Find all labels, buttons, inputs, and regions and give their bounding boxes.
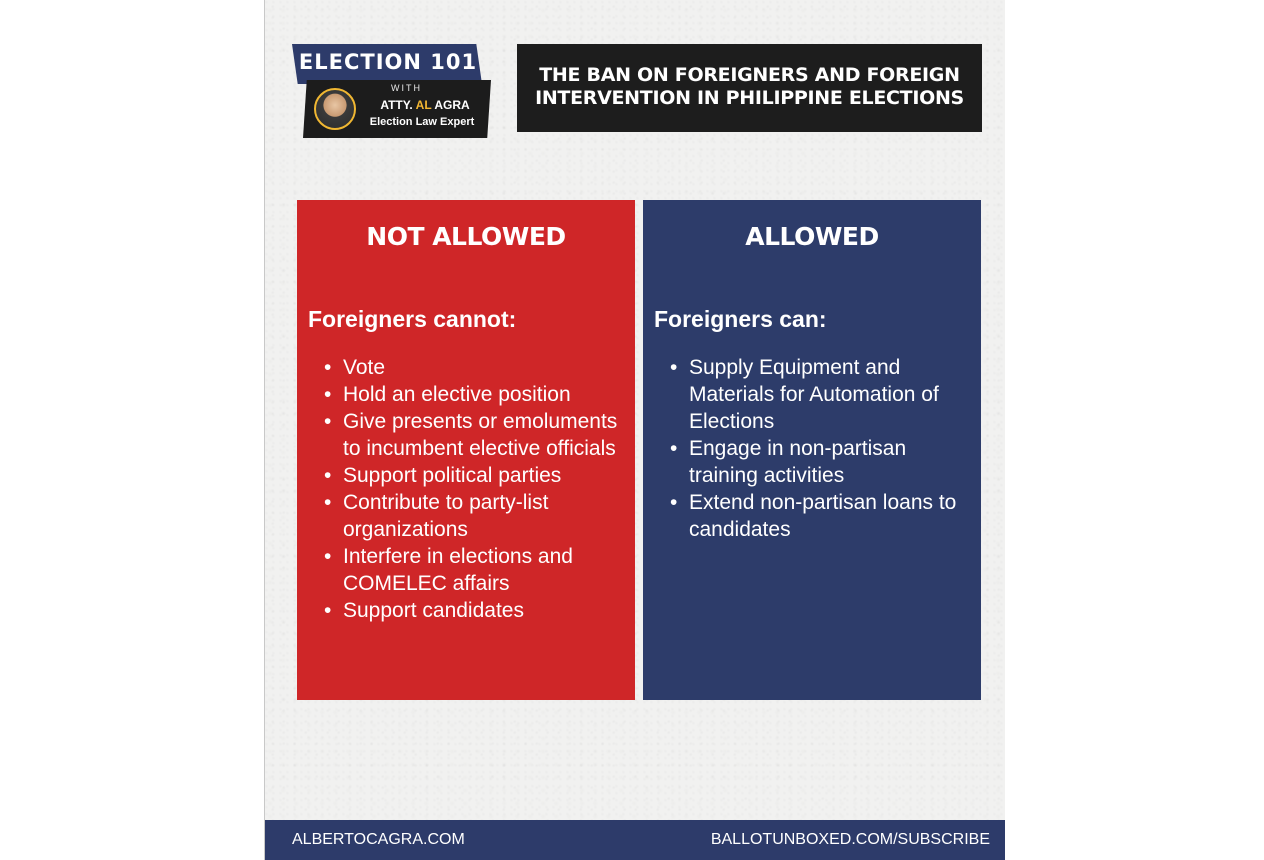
allowed-subtitle: Foreigners can:: [654, 306, 827, 332]
not-allowed-subtitle: Foreigners cannot:: [308, 306, 517, 332]
allowed-list: [669, 354, 979, 543]
badge-title: ELECTION 101: [298, 50, 478, 74]
host-name-suffix: AGRA: [434, 98, 470, 112]
host-name-prefix: ATTY.: [380, 98, 413, 112]
list-item: • Give presents or emoluments to incumbent elective officials: [343, 408, 633, 462]
list-item: • Support political parties: [343, 462, 633, 489]
footer-bar: [265, 820, 1005, 860]
footer-subscribe-link[interactable]: BALLOTUNBOXED.COM/SUBSCRIBE: [710, 831, 990, 848]
list-item: • Extend non-partisan loans to candidates: [689, 489, 979, 543]
badge-with-label: WITH: [391, 83, 422, 93]
list-item: • Hold an elective position: [343, 381, 633, 408]
host-role: Election Law Expert: [369, 116, 475, 128]
host-avatar: [314, 88, 356, 130]
allowed-panel: [643, 200, 981, 700]
poster: [264, 0, 1005, 860]
page-title: [517, 64, 982, 110]
list-item: • Interfere in elections and COMELEC affairs: [343, 543, 633, 597]
list-item: • Vote: [343, 354, 633, 381]
list-item: • Support candidates: [343, 597, 633, 624]
page-title-line1: THE BAN ON FOREIGNERS AND FOREIGN: [539, 64, 960, 86]
host-name-highlight: AL: [415, 98, 432, 112]
not-allowed-list: [323, 354, 633, 624]
list-item: • Supply Equipment and Materials for Automation of Elections: [689, 354, 979, 435]
heading-box: [517, 44, 982, 132]
not-allowed-title: NOT ALLOWED: [366, 222, 566, 251]
not-allowed-panel: [297, 200, 635, 700]
allowed-title: ALLOWED: [745, 222, 879, 251]
list-item: • Contribute to party-list organizations: [343, 489, 633, 543]
page-title-line2: INTERVENTION IN PHILIPPINE ELECTIONS: [535, 87, 964, 109]
host-name: [365, 98, 485, 112]
list-item: • Engage in non-partisan training activities: [689, 435, 979, 489]
footer-website-link[interactable]: ALBERTOCAGRA.COM: [292, 831, 465, 848]
